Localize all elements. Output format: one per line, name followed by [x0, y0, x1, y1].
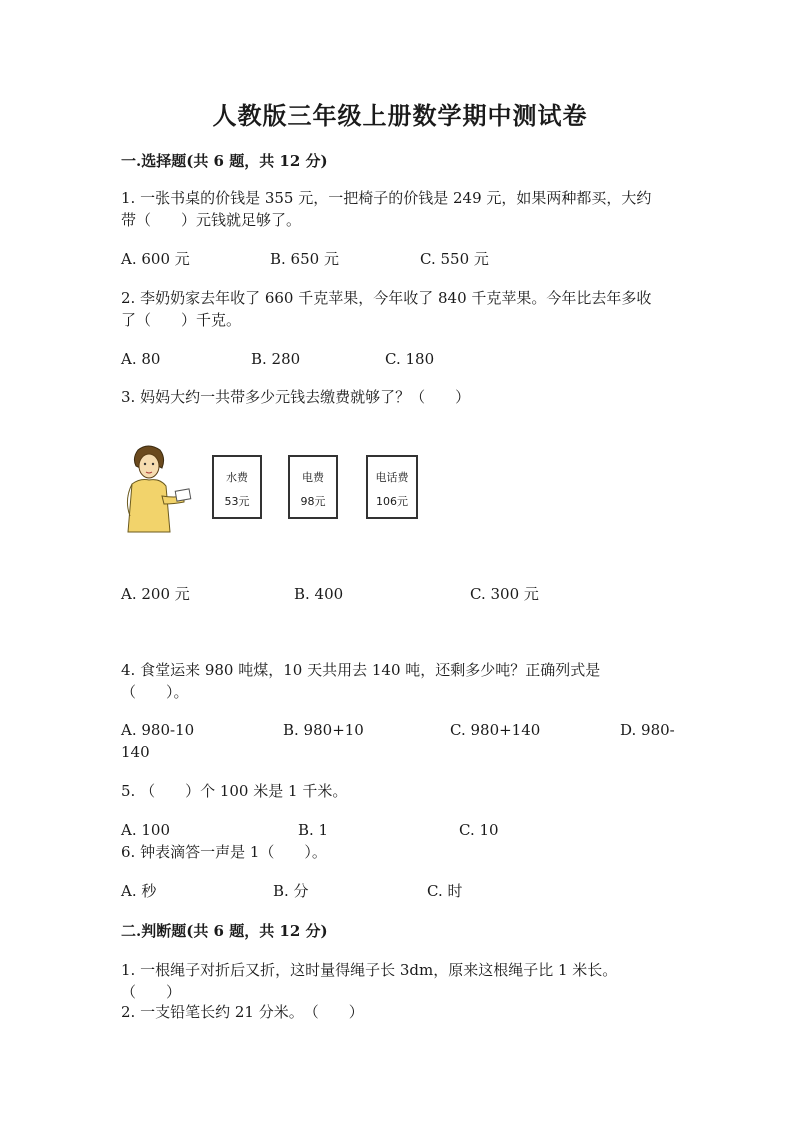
question-4: [121, 659, 681, 703]
question-text: 2. 李奶奶家去年收了 660 千克苹果，今年收了 840 千克苹果。今年比去年多收: [121, 289, 652, 307]
bill-card: [366, 455, 418, 519]
question-text: 6. 钟表滴答一声是 1（ ）。: [121, 843, 327, 861]
section-heading-choice: 一.选择题(共 6 题，共 12 分): [121, 152, 328, 170]
option-a[interactable]: A. 100: [121, 821, 170, 839]
page-title: 人教版三年级上册数学期中测试卷: [212, 101, 588, 130]
bill-name: 水费: [226, 471, 248, 484]
question-text: （ ）。: [121, 683, 189, 701]
section-heading-judgment: 二.判断题(共 6 题，共 12 分): [121, 922, 328, 940]
bill-card: [212, 455, 262, 519]
bill-name: 电话费: [375, 471, 409, 484]
option-c[interactable]: C. 300 元: [470, 585, 539, 603]
question-text: 了（ ）千克。: [121, 311, 242, 329]
question-text: 2. 一支铅笔长约 21 分米。 （ ）: [121, 1003, 364, 1021]
option-b[interactable]: B. 980+10: [283, 721, 364, 739]
option-b[interactable]: B. 280: [251, 350, 301, 368]
question-text: 1. 一张书桌的价钱是 355 元，一把椅子的价钱是 249 元，如果两种都买，大约: [121, 189, 652, 207]
question-text: 4. 食堂运来 980 吨煤，10 天共用去 140 吨，还剩多少吨？正确列式是: [121, 661, 601, 679]
bill-card: [288, 455, 338, 519]
option-b[interactable]: B. 分: [273, 882, 309, 900]
option-c[interactable]: C. 550 元: [420, 250, 489, 268]
option-a[interactable]: A. 980-10: [121, 721, 195, 739]
question-2: [121, 287, 681, 331]
question-text: 5. （ ）个 100 米是 1 千米。: [121, 782, 348, 800]
question-text: 3. 妈妈大约一共带多少元钱去缴费就够了？（ ）: [121, 388, 471, 406]
bill-amount: 106元: [376, 495, 408, 508]
option-c[interactable]: C. 时: [427, 882, 463, 900]
question-text: （ ）: [121, 983, 182, 1001]
judgment-2: [121, 1001, 681, 1023]
option-b[interactable]: B. 1: [298, 821, 329, 839]
option-a[interactable]: A. 200 元: [121, 585, 190, 603]
question-3: [121, 386, 681, 408]
bill-name: 电费: [302, 471, 324, 484]
bill-amount: 98元: [300, 495, 326, 508]
question-5: [121, 780, 681, 802]
question-6: [121, 841, 681, 863]
option-d[interactable]: D. 980-: [620, 721, 675, 739]
judgment-1: [121, 959, 681, 1003]
option-a[interactable]: A. 600 元: [121, 250, 190, 268]
option-a[interactable]: A. 秒: [121, 882, 157, 900]
option-a[interactable]: A. 80: [121, 350, 161, 368]
option-c[interactable]: C. 10: [459, 821, 499, 839]
question-1: [121, 187, 681, 231]
option-d-wrap: 140: [121, 743, 150, 761]
question-text: 1. 一根绳子对折后又折，这时量得绳子长 3dm，原来这根绳子比 1 米长。: [121, 961, 618, 979]
question-text: 带（ ）元钱就足够了。: [121, 211, 302, 229]
option-b[interactable]: B. 650 元: [270, 250, 339, 268]
option-c[interactable]: C. 980+140: [450, 721, 541, 739]
option-c[interactable]: C. 180: [385, 350, 435, 368]
bill-amount: 53元: [224, 495, 250, 508]
mother-illustration: [118, 444, 194, 540]
option-b[interactable]: B. 400: [294, 585, 344, 603]
